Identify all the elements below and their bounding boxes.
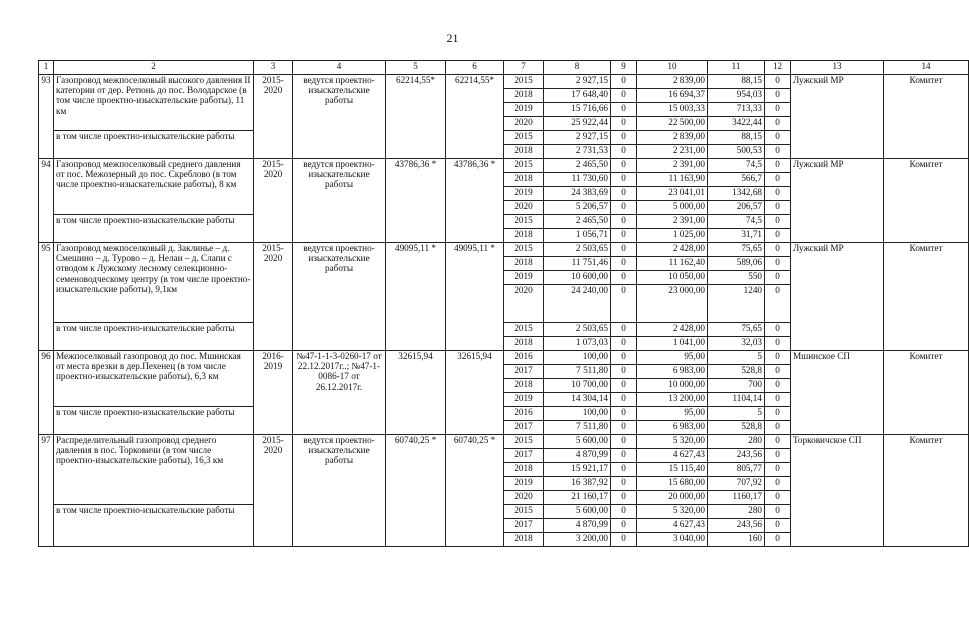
row-year: 2020: [504, 285, 544, 323]
row-federal: 0: [611, 117, 637, 131]
row-total: 11 730,60: [544, 173, 611, 187]
row-federal: 0: [611, 257, 637, 271]
column-header: 8: [544, 61, 611, 75]
row-local: 589,06: [708, 257, 765, 271]
entry-municipality: Мшинское СП: [791, 351, 884, 435]
entry-remaining-cost: 43786,36 *: [446, 159, 504, 243]
entry-responsible: Комитет: [884, 351, 969, 435]
row-other: 0: [765, 477, 791, 491]
entry-name: Газопровод межпоселковый среднего давления от пос. Межозерный до пос. Скреблово (в том числе проектно-изыскательские работы), 8 км: [54, 159, 254, 215]
entry-name: Распределительный газопровод среднего давления в пос. Торковичи (в том числе проектно-изыскательские работы), 16,3 км: [54, 435, 254, 505]
row-other: 0: [765, 159, 791, 173]
row-year: 2019: [504, 271, 544, 285]
row-local: 5: [708, 351, 765, 365]
row-other: 0: [765, 117, 791, 131]
row-other: 0: [765, 421, 791, 435]
column-header: 11: [708, 61, 765, 75]
row-year: 2020: [504, 117, 544, 131]
row-local: 500,53: [708, 145, 765, 159]
row-other: 0: [765, 407, 791, 421]
entry-status: ведутся проектно-изыскательские работы: [293, 435, 386, 547]
entry-number: 97: [39, 435, 54, 547]
row-year: 2015: [504, 243, 544, 257]
row-other: 0: [765, 229, 791, 243]
row-total: 15 716,66: [544, 103, 611, 117]
row-other: 0: [765, 257, 791, 271]
column-header: 10: [637, 61, 708, 75]
row-local: 74,5: [708, 215, 765, 229]
row-federal: 0: [611, 201, 637, 215]
column-header: 5: [386, 61, 446, 75]
row-local: 1342,68: [708, 187, 765, 201]
entry-responsible: Комитет: [884, 243, 969, 351]
row-other: 0: [765, 215, 791, 229]
row-regional: 2 231,00: [637, 145, 708, 159]
row-federal: 0: [611, 145, 637, 159]
row-local: 1160,17: [708, 491, 765, 505]
row-total: 10 700,00: [544, 379, 611, 393]
row-other: 0: [765, 463, 791, 477]
row-regional: 16 694,37: [637, 89, 708, 103]
row-regional: 23 000,00: [637, 285, 708, 323]
entry-subtotal-label: в том числе проектно-изыскательские работы: [54, 407, 254, 435]
row-local: 74,5: [708, 159, 765, 173]
entry-municipality: Лужский МР: [791, 243, 884, 351]
row-local: 700: [708, 379, 765, 393]
row-regional: 22 500,00: [637, 117, 708, 131]
row-other: 0: [765, 519, 791, 533]
row-year: 2020: [504, 491, 544, 505]
entry-period: 2016-2019: [254, 351, 293, 435]
row-year: 2018: [504, 173, 544, 187]
row-regional: 6 983,00: [637, 365, 708, 379]
column-header: 6: [446, 61, 504, 75]
entry-subtotal-label: в том числе проектно-изыскательские работы: [54, 505, 254, 547]
entry-remaining-cost: 60740,25 *: [446, 435, 504, 547]
column-header: 9: [611, 61, 637, 75]
row-regional: 2 428,00: [637, 323, 708, 337]
row-regional: 10 050,00: [637, 271, 708, 285]
row-other: 0: [765, 435, 791, 449]
entry-name: Газопровод межпоселковый д. Заклинье – д. Смешино – д. Турово – д. Нелаи – д. Слапи с отводом к Лужскому лесному селекционно-семеноводческому центру (в том числе проектно-изыскательские работы), 9,1км: [54, 243, 254, 323]
row-year: 2015: [504, 323, 544, 337]
column-header: 13: [791, 61, 884, 75]
column-header: 12: [765, 61, 791, 75]
row-federal: 0: [611, 505, 637, 519]
row-other: 0: [765, 243, 791, 257]
row-total: 2 503,65: [544, 323, 611, 337]
row-other: 0: [765, 271, 791, 285]
row-total: 16 387,92: [544, 477, 611, 491]
row-other: 0: [765, 323, 791, 337]
table-row: [39, 435, 969, 449]
row-total: 1 073,03: [544, 337, 611, 351]
row-regional: 15 680,00: [637, 477, 708, 491]
row-year: 2015: [504, 215, 544, 229]
page-number: 21: [446, 31, 459, 45]
row-federal: 0: [611, 215, 637, 229]
row-regional: 4 627,43: [637, 449, 708, 463]
row-year: 2015: [504, 505, 544, 519]
entry-subtotal-label: в том числе проектно-изыскательские работы: [54, 215, 254, 243]
row-year: 2019: [504, 187, 544, 201]
entry-subtotal-label: в том числе проектно-изыскательские работы: [54, 323, 254, 351]
row-federal: 0: [611, 365, 637, 379]
row-other: 0: [765, 103, 791, 117]
entry-municipality: Лужский МР: [791, 159, 884, 243]
row-regional: 2 391,00: [637, 159, 708, 173]
row-total: 15 921,17: [544, 463, 611, 477]
entry-municipality: Лужский МР: [791, 75, 884, 159]
row-local: 75,65: [708, 243, 765, 257]
entry-remaining-cost: 62214,55*: [446, 75, 504, 159]
row-local: 550: [708, 271, 765, 285]
row-local: 75,65: [708, 323, 765, 337]
row-local: 160: [708, 533, 765, 547]
entry-estimated-cost: 62214,55*: [386, 75, 446, 159]
entry-number: 93: [39, 75, 54, 159]
row-total: 3 200,00: [544, 533, 611, 547]
row-total: 100,00: [544, 407, 611, 421]
row-federal: 0: [611, 477, 637, 491]
row-other: 0: [765, 379, 791, 393]
row-federal: 0: [611, 351, 637, 365]
row-local: 566,7: [708, 173, 765, 187]
row-regional: 95,00: [637, 407, 708, 421]
row-year: 2015: [504, 435, 544, 449]
row-federal: 0: [611, 491, 637, 505]
row-regional: 3 040,00: [637, 533, 708, 547]
column-header: 4: [293, 61, 386, 75]
row-federal: 0: [611, 533, 637, 547]
row-year: 2018: [504, 337, 544, 351]
row-total: 24 240,00: [544, 285, 611, 323]
table-row: [39, 243, 969, 257]
row-other: 0: [765, 75, 791, 89]
row-federal: 0: [611, 519, 637, 533]
row-total: 100,00: [544, 351, 611, 365]
entry-estimated-cost: 49095,11 *: [386, 243, 446, 351]
row-total: 10 600,00: [544, 271, 611, 285]
row-year: 2018: [504, 257, 544, 271]
row-year: 2017: [504, 421, 544, 435]
row-federal: 0: [611, 435, 637, 449]
row-federal: 0: [611, 449, 637, 463]
row-regional: 2 839,00: [637, 131, 708, 145]
entry-estimated-cost: 43786,36 *: [386, 159, 446, 243]
row-other: 0: [765, 89, 791, 103]
row-local: 206,57: [708, 201, 765, 215]
entry-estimated-cost: 32615,94: [386, 351, 446, 435]
entry-status: ведутся проектно-изыскательские работы: [293, 243, 386, 351]
column-header: 3: [254, 61, 293, 75]
row-local: 954,03: [708, 89, 765, 103]
row-year: 2018: [504, 89, 544, 103]
row-year: 2015: [504, 131, 544, 145]
row-regional: 2 391,00: [637, 215, 708, 229]
row-year: 2018: [504, 463, 544, 477]
row-local: 243,56: [708, 449, 765, 463]
entry-period: 2015-2020: [254, 159, 293, 243]
header-row: [39, 61, 969, 75]
row-other: 0: [765, 145, 791, 159]
row-other: 0: [765, 131, 791, 145]
row-local: 713,33: [708, 103, 765, 117]
row-federal: 0: [611, 337, 637, 351]
row-regional: 5 000,00: [637, 201, 708, 215]
row-other: 0: [765, 337, 791, 351]
row-year: 2015: [504, 75, 544, 89]
entry-subtotal-label: в том числе проектно-изыскательские работы: [54, 131, 254, 159]
row-other: 0: [765, 365, 791, 379]
row-local: 5: [708, 407, 765, 421]
row-year: 2018: [504, 379, 544, 393]
row-year: 2017: [504, 519, 544, 533]
entry-status: ведутся проектно-изыскательские работы: [293, 159, 386, 243]
row-regional: 13 200,00: [637, 393, 708, 407]
row-year: 2019: [504, 103, 544, 117]
entry-period: 2015-2020: [254, 75, 293, 159]
row-total: 14 304,14: [544, 393, 611, 407]
column-header: 1: [39, 61, 54, 75]
row-regional: 6 983,00: [637, 421, 708, 435]
row-total: 5 600,00: [544, 505, 611, 519]
table-row: [39, 159, 969, 173]
row-regional: 4 627,43: [637, 519, 708, 533]
row-federal: 0: [611, 159, 637, 173]
row-total: 24 383,69: [544, 187, 611, 201]
row-regional: 95,00: [637, 351, 708, 365]
row-other: 0: [765, 173, 791, 187]
row-total: 5 206,57: [544, 201, 611, 215]
column-header: 7: [504, 61, 544, 75]
row-local: 88,15: [708, 131, 765, 145]
row-federal: 0: [611, 463, 637, 477]
entry-number: 96: [39, 351, 54, 435]
entry-period: 2015-2020: [254, 243, 293, 351]
row-year: 2020: [504, 201, 544, 215]
row-regional: 5 320,00: [637, 435, 708, 449]
row-other: 0: [765, 491, 791, 505]
row-other: 0: [765, 393, 791, 407]
row-federal: 0: [611, 285, 637, 323]
row-year: 2017: [504, 365, 544, 379]
row-other: 0: [765, 505, 791, 519]
row-regional: 15 115,40: [637, 463, 708, 477]
row-local: 528,8: [708, 365, 765, 379]
row-federal: 0: [611, 393, 637, 407]
row-year: 2015: [504, 159, 544, 173]
row-regional: 2 428,00: [637, 243, 708, 257]
row-local: 88,15: [708, 75, 765, 89]
row-other: 0: [765, 285, 791, 323]
row-regional: 11 162,40: [637, 257, 708, 271]
row-other: 0: [765, 449, 791, 463]
row-other: 0: [765, 187, 791, 201]
row-total: 2 927,15: [544, 131, 611, 145]
table-row: [39, 351, 969, 365]
row-total: 4 870,99: [544, 449, 611, 463]
entry-name: Газопровод межпоселковый высокого давления II категории от дер. Ретюнь до пос. Володарское (в том числе проектно-изыскательские работы), 11 км: [54, 75, 254, 131]
entry-remaining-cost: 32615,94: [446, 351, 504, 435]
row-year: 2018: [504, 229, 544, 243]
row-regional: 2 839,00: [637, 75, 708, 89]
row-other: 0: [765, 533, 791, 547]
row-year: 2018: [504, 145, 544, 159]
row-regional: 15 003,33: [637, 103, 708, 117]
entry-responsible: Комитет: [884, 75, 969, 159]
table-row: [39, 75, 969, 89]
row-federal: 0: [611, 187, 637, 201]
row-local: 707,92: [708, 477, 765, 491]
row-local: 805,77: [708, 463, 765, 477]
row-federal: 0: [611, 131, 637, 145]
row-federal: 0: [611, 421, 637, 435]
column-header: 14: [884, 61, 969, 75]
entry-number: 94: [39, 159, 54, 243]
table-body: [39, 61, 969, 547]
row-local: 1240: [708, 285, 765, 323]
row-federal: 0: [611, 229, 637, 243]
row-local: 32,03: [708, 337, 765, 351]
row-total: 2 503,65: [544, 243, 611, 257]
row-federal: 0: [611, 271, 637, 285]
row-federal: 0: [611, 75, 637, 89]
row-local: 1104,14: [708, 393, 765, 407]
entry-period: 2015-2020: [254, 435, 293, 547]
row-year: 2016: [504, 407, 544, 421]
row-local: 243,56: [708, 519, 765, 533]
row-local: 280: [708, 435, 765, 449]
row-federal: 0: [611, 89, 637, 103]
row-year: 2019: [504, 393, 544, 407]
row-regional: 23 041,01: [637, 187, 708, 201]
row-total: 4 870,99: [544, 519, 611, 533]
row-total: 5 600,00: [544, 435, 611, 449]
row-total: 17 648,40: [544, 89, 611, 103]
row-federal: 0: [611, 323, 637, 337]
entry-status: №47-1-1-3-0260-17 от 22.12.2017г..; №47-1-0086-17 от 26.12.2017г.: [293, 351, 386, 435]
entry-responsible: Комитет: [884, 159, 969, 243]
entry-estimated-cost: 60740,25 *: [386, 435, 446, 547]
row-federal: 0: [611, 407, 637, 421]
row-local: 3422,44: [708, 117, 765, 131]
row-other: 0: [765, 351, 791, 365]
row-federal: 0: [611, 173, 637, 187]
row-regional: 11 163,90: [637, 173, 708, 187]
row-total: 25 922,44: [544, 117, 611, 131]
row-local: 31,71: [708, 229, 765, 243]
row-regional: 5 320,00: [637, 505, 708, 519]
entry-status: ведутся проектно-изыскательские работы: [293, 75, 386, 159]
row-total: 1 056,71: [544, 229, 611, 243]
row-total: 7 511,80: [544, 421, 611, 435]
entry-remaining-cost: 49095,11 *: [446, 243, 504, 351]
row-year: 2019: [504, 477, 544, 491]
entry-municipality: Торковичское СП: [791, 435, 884, 547]
column-header: 2: [54, 61, 254, 75]
entry-responsible: Комитет: [884, 435, 969, 547]
row-year: 2017: [504, 449, 544, 463]
row-total: 2 731,53: [544, 145, 611, 159]
row-federal: 0: [611, 103, 637, 117]
row-total: 2 465,50: [544, 159, 611, 173]
row-regional: 1 025,00: [637, 229, 708, 243]
row-total: 2 927,15: [544, 75, 611, 89]
row-total: 21 160,17: [544, 491, 611, 505]
row-federal: 0: [611, 379, 637, 393]
row-regional: 1 041,00: [637, 337, 708, 351]
row-year: 2016: [504, 351, 544, 365]
row-total: 11 751,46: [544, 257, 611, 271]
row-local: 280: [708, 505, 765, 519]
row-federal: 0: [611, 243, 637, 257]
entry-number: 95: [39, 243, 54, 351]
row-total: 2 465,50: [544, 215, 611, 229]
row-local: 528,8: [708, 421, 765, 435]
row-year: 2018: [504, 533, 544, 547]
row-regional: 10 000,00: [637, 379, 708, 393]
row-regional: 20 000,00: [637, 491, 708, 505]
entry-name: Межпоселковый газопровод до пос. Мшинская от места врезки в дер.Пехенец (в том числе проектно-изыскательские работы), 6,3 км: [54, 351, 254, 407]
row-total: 7 511,80: [544, 365, 611, 379]
row-other: 0: [765, 201, 791, 215]
program-table: [38, 60, 969, 547]
